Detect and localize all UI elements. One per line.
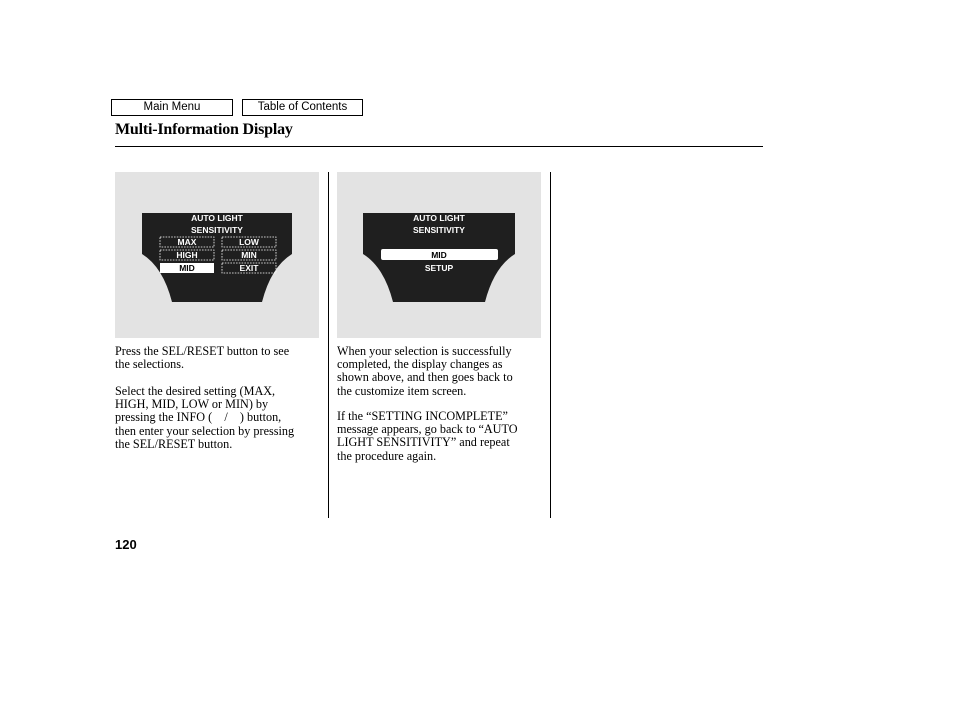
text-line: When your selection is successfully [337,344,512,358]
setup-status: SETUP [424,263,454,273]
option-low: LOW [239,237,259,247]
option-high: HIGH [176,250,198,260]
column-divider [550,172,551,518]
display-title-line2: SENSITIVITY [191,225,243,235]
option-max: MAX [177,237,197,247]
text-line: the selections. [115,357,185,372]
text-line: shown above, and then goes back to [337,370,513,385]
instruction-selection-complete [337,345,542,398]
text-line: HIGH, MID, LOW or MIN) by [115,397,269,412]
text-line: Select the desired setting (MAX, [115,384,276,398]
display-screen-setup [337,172,541,338]
text-line: message appears, go back to “AUTO [337,422,518,437]
text-line: LIGHT SENSITIVITY” and repeat [337,435,510,450]
display-screen-selection [115,172,319,338]
page-number: 120 [115,537,137,552]
text-line: completed, the display changes as [337,357,503,372]
display-title-line1: AUTO LIGHT [413,213,465,223]
page-title: Multi-Information Display [115,121,293,138]
display-illustration-setup [337,172,541,338]
option-mid: MID [179,263,195,273]
option-min: MIN [241,250,257,260]
table-of-contents-button[interactable]: Table of Contents [242,99,363,116]
main-menu-button[interactable]: Main Menu [111,99,233,116]
text-line: pressing the INFO ( / ) button, [115,410,282,425]
text-line: If the “SETTING INCOMPLETE” [337,409,508,423]
text-line: the procedure again. [337,448,437,463]
column-divider [328,172,329,518]
text-line: the customize item screen. [337,383,467,398]
text-line: the SEL/RESET button. [115,436,233,451]
instruction-press-sel-reset [115,345,320,371]
display-title-line2: SENSITIVITY [413,225,465,235]
instruction-select-setting [115,385,325,451]
selected-value: MID [431,250,447,260]
display-title-line1: AUTO LIGHT [191,213,243,223]
instruction-setting-incomplete [337,410,542,463]
display-illustration-selection [115,172,319,338]
option-exit: EXIT [239,263,259,273]
text-line: Press the SEL/RESET button to see [115,344,290,358]
title-divider [115,146,763,147]
text-line: then enter your selection by pressing [115,423,295,438]
